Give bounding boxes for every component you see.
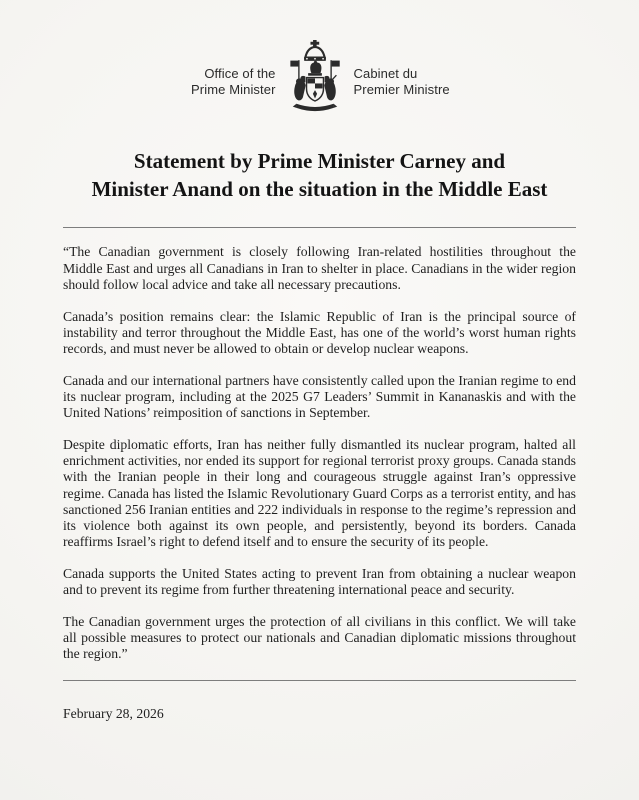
office-name-french-line1: Cabinet du <box>353 66 418 82</box>
canada-coat-of-arms-icon <box>289 42 341 122</box>
title-divider <box>63 227 576 228</box>
statement-paragraph-2: Canada’s position remains clear: the Islamic Republic of Iran is the principal source of instability and terror throughout the Middle East, has one of the world’s worst human rights records, and must never be allowed to obtain or develop nuclear weapons. <box>63 308 576 356</box>
statement-paragraph-6: The Canadian government urges the protection of all civilians in this conflict. We will take all possible measures to protect our nationals and Canadian diplomatic missions throughout the region.” <box>63 614 576 662</box>
statement-title <box>63 148 576 203</box>
office-name-english <box>168 66 276 97</box>
statement-paragraph-3: Canada and our international partners have consistently called upon the Iranian regime to end its nuclear program, including at the 2025 G7 Leaders’ Summit in Kananaskis and with the United Nations’ reimposition of sanctions in September. <box>63 373 576 421</box>
office-name-french <box>354 66 472 97</box>
office-name-english-line1: Office of the <box>204 66 276 82</box>
statement-body <box>63 244 576 662</box>
document-header <box>63 0 576 122</box>
statement-paragraph-1: “The Canadian government is closely following Iran-related hostilities throughout the Middle East and urges all Canadians in Iran to shelter in place. Canadians in the wider region should follow local advice and take all necessary precautions. <box>63 244 576 292</box>
footer-divider <box>63 680 576 681</box>
office-name-english-line2: Prime Minister <box>191 82 276 97</box>
statement-title-line1: Statement by Prime Minister Carney and <box>133 149 506 173</box>
statement-date: February 28, 2026 <box>63 706 164 722</box>
statement-paragraph-4: Despite diplomatic efforts, Iran has neither fully dismantled its nuclear program, halted all enrichment activities, nor ended its support for regional terrorist proxy groups. Canada stands with the Iranian people in their long and courageous struggle against Iran’s oppressive regime. Canada has listed the Islamic Revolutionary Guard Corps as a terrorist entity, and has sanctioned 256 Iranian entities and 222 individuals in response to the regime’s repression and its violence both against its own people, and persistently, beyond its borders. Canada reaffirms Israel’s right to defend itself and to ensure the security of its people. <box>63 437 577 549</box>
statement-paragraph-5: Canada supports the United States acting to prevent Iran from obtaining a nuclear weapon and to prevent its regime from further threatening international peace and security. <box>63 565 576 598</box>
statement-title-line2: Minister Anand on the situation in the Middle East <box>91 176 548 201</box>
office-name-french-line2: Premier Ministre <box>353 82 450 97</box>
